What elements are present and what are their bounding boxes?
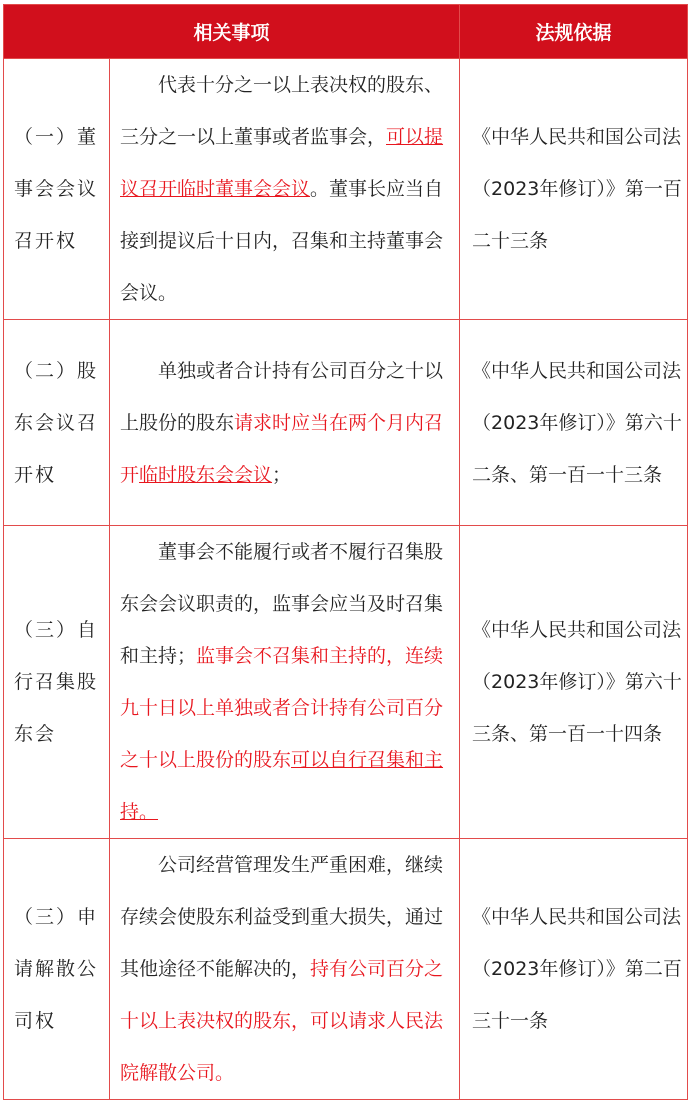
row-basis: 《中华人民共和国公司法（2023年修订）》第六十三条、第一百一十四条 [460, 526, 688, 839]
header-basis: 法规依据 [460, 5, 688, 59]
content-text: 代表十分之一以上表决权的股东、三分之一以上董事或者监事会， [120, 74, 444, 148]
content-highlight: 监事会不召集和主持的，连续九十日以上单独或者合计持有公司百分之十以上股份的股东 [120, 645, 444, 771]
row-content [110, 526, 460, 839]
table-row [4, 320, 688, 526]
content-text: 单独或者合计持有公司百分之十以上股份的股东 [120, 359, 444, 434]
table-header-row [4, 5, 688, 59]
content-text: 公司经营管理发生严重困难，继续存续会使股东利益受到重大损失，通过其他途径不能解决的， [120, 854, 444, 980]
content-highlight: 可以提议召开临时董事会会议 [120, 126, 444, 200]
content-text: 。董事长应当自接到提议后十日内，召集和主持董事会会议。 [120, 178, 444, 304]
content-highlight: 临时股东会会议 [139, 463, 273, 486]
content-text: ； [272, 463, 292, 486]
row-title: （三）自行召集股东会 [4, 526, 110, 839]
content-highlight: 可以自行召集和主持。 [120, 749, 444, 823]
row-basis: 《中华人民共和国公司法（2023年修订）》第六十二条、第一百一十三条 [460, 320, 688, 526]
content-highlight: 持有公司百分之十以上表决权的股东，可以请求人民法院解散公司。 [120, 958, 444, 1084]
rights-table [3, 4, 688, 1100]
content-text: 董事会不能履行或者不履行召集股东会会议职责的，监事会应当及时召集和主持； [120, 541, 444, 667]
row-content [110, 839, 460, 1100]
table-row [4, 839, 688, 1100]
row-content [110, 59, 460, 320]
rights-table-container [3, 4, 687, 1093]
row-title: （三）申请解散公司权 [4, 839, 110, 1100]
row-basis: 《中华人民共和国公司法（2023年修订）》第一百二十三条 [460, 59, 688, 320]
table-row [4, 59, 688, 320]
content-highlight: 请求时应当在两个月内召开 [120, 411, 444, 486]
header-matter: 相关事项 [4, 5, 460, 59]
table-row [4, 526, 688, 839]
row-basis: 《中华人民共和国公司法（2023年修订）》第二百三十一条 [460, 839, 688, 1100]
row-title: （一）董事会会议召开权 [4, 59, 110, 320]
row-title: （二）股东会议召开权 [4, 320, 110, 526]
row-content [110, 320, 460, 526]
